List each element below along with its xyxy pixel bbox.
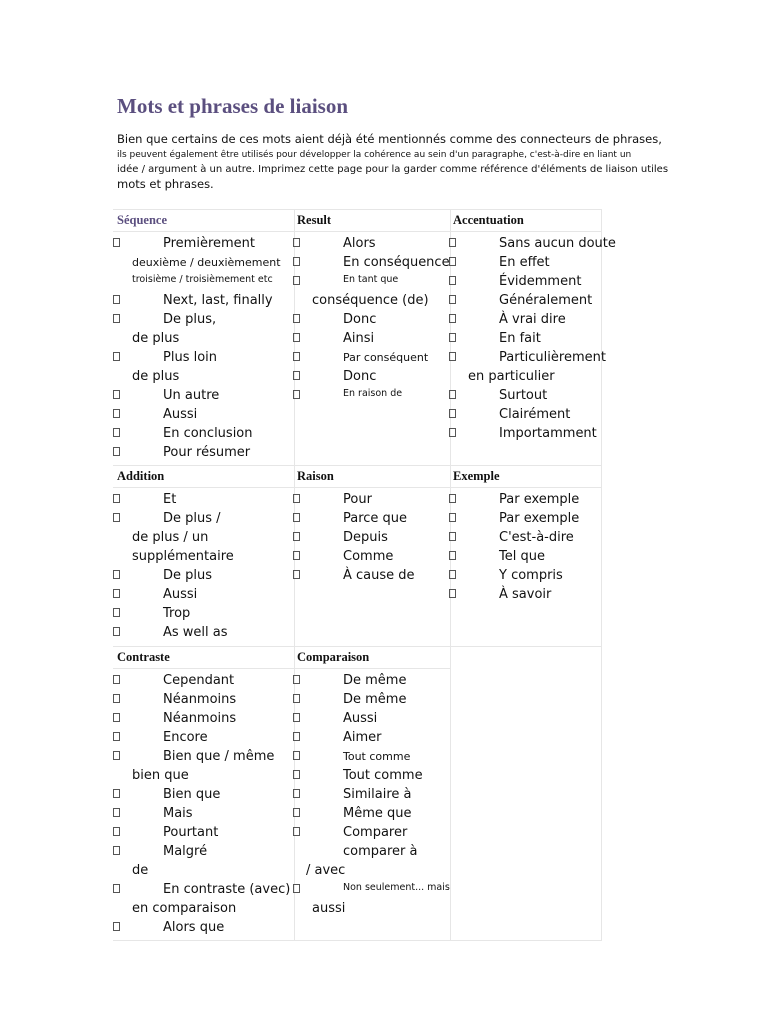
list-item xyxy=(449,272,601,291)
section-heading: Raison xyxy=(297,469,334,483)
list-item xyxy=(113,509,294,528)
list-item xyxy=(113,842,294,861)
list-item xyxy=(113,861,294,880)
intro-line: idée / argument à un autre. Imprimez cette page pour la garder comme référence d'éléments de liaison utiles xyxy=(117,164,669,175)
missing-glyph-box-icon xyxy=(113,627,120,636)
list-item-text: comparer à xyxy=(343,844,418,859)
intro-line: ils peuvent également être utilisés pour développer la cohérence au sein d'un paragraphe, c'est-à-dire en liant un xyxy=(117,150,632,160)
list-item xyxy=(293,291,450,310)
list-item-text: Bien que / même xyxy=(163,749,275,764)
missing-glyph-box-icon xyxy=(293,390,300,399)
list-item xyxy=(449,490,601,509)
list-item-text: en comparaison xyxy=(132,901,237,916)
list-item xyxy=(113,329,294,348)
missing-glyph-box-icon xyxy=(449,409,456,418)
list-item xyxy=(293,367,450,386)
list-item-text: conséquence (de) xyxy=(312,293,429,308)
missing-glyph-box-icon xyxy=(113,352,120,361)
missing-glyph-box-icon xyxy=(113,238,120,247)
list-item-text: De plus / xyxy=(163,511,221,526)
list-item xyxy=(449,405,601,424)
list-item-text: Non seulement... mais xyxy=(343,882,450,893)
missing-glyph-box-icon xyxy=(293,257,300,266)
list-item xyxy=(113,918,294,937)
missing-glyph-box-icon xyxy=(113,314,120,323)
list-item xyxy=(293,528,450,547)
missing-glyph-box-icon xyxy=(113,732,120,741)
missing-glyph-box-icon xyxy=(113,922,120,931)
section-raison xyxy=(293,465,450,646)
missing-glyph-box-icon xyxy=(293,694,300,703)
list-item xyxy=(113,405,294,424)
list-item xyxy=(449,253,601,272)
missing-glyph-box-icon xyxy=(113,390,120,399)
list-item xyxy=(113,253,294,272)
missing-glyph-box-icon xyxy=(449,314,456,323)
list-item-text: Évidemment xyxy=(499,274,582,289)
section-heading: Accentuation xyxy=(453,213,524,227)
list-item xyxy=(293,253,450,272)
missing-glyph-box-icon xyxy=(113,751,120,760)
list-item xyxy=(113,585,294,604)
list-item xyxy=(113,623,294,642)
list-item-text: Donc xyxy=(343,369,377,384)
section-heading: Addition xyxy=(117,469,165,483)
list-item xyxy=(449,329,601,348)
list-item xyxy=(293,785,450,804)
list-item-text: bien que xyxy=(132,768,189,783)
missing-glyph-box-icon xyxy=(293,770,300,779)
missing-glyph-box-icon xyxy=(113,694,120,703)
list-item-text: Surtout xyxy=(499,388,548,403)
list-item xyxy=(113,566,294,585)
list-item-text: En conclusion xyxy=(163,426,253,441)
list-item xyxy=(449,348,606,367)
list-item xyxy=(293,690,450,709)
list-item xyxy=(113,348,294,367)
list-item xyxy=(449,509,601,528)
list-item xyxy=(113,785,294,804)
list-item xyxy=(113,272,294,291)
list-item-text: En tant que xyxy=(343,274,399,285)
list-item xyxy=(113,823,294,842)
list-item-text: En contraste (avec) xyxy=(163,882,291,897)
list-item-text: Pour xyxy=(343,492,372,507)
list-item-text: Premièrement xyxy=(163,236,255,251)
list-item-text: Ainsi xyxy=(343,331,375,346)
missing-glyph-box-icon xyxy=(293,808,300,817)
section-list xyxy=(293,671,450,918)
missing-glyph-box-icon xyxy=(449,238,456,247)
list-item-text: Mais xyxy=(163,806,193,821)
list-item-text: En conséquence xyxy=(343,255,450,270)
missing-glyph-box-icon xyxy=(449,551,456,560)
list-item-text: / avec xyxy=(306,863,346,878)
missing-glyph-box-icon xyxy=(449,494,456,503)
section-list xyxy=(449,490,601,604)
missing-glyph-box-icon xyxy=(449,589,456,598)
list-item xyxy=(113,443,294,462)
missing-glyph-box-icon xyxy=(293,884,300,893)
list-item xyxy=(113,899,294,918)
list-item xyxy=(449,367,601,386)
section-list xyxy=(113,490,294,642)
section-contraste xyxy=(113,646,294,940)
list-item-text: Tel que xyxy=(499,549,545,564)
missing-glyph-box-icon xyxy=(293,713,300,722)
list-item xyxy=(293,899,450,918)
list-item xyxy=(113,880,294,899)
list-item-text: De plus, xyxy=(163,312,217,327)
list-item-text: Par conséquent xyxy=(343,351,429,364)
missing-glyph-box-icon xyxy=(113,713,120,722)
list-item-text: À vrai dire xyxy=(499,312,566,327)
missing-glyph-box-icon xyxy=(293,371,300,380)
list-item-text: Aussi xyxy=(163,407,198,422)
missing-glyph-box-icon xyxy=(293,751,300,760)
list-item xyxy=(293,509,450,528)
section-sequence xyxy=(113,209,294,465)
section-addition xyxy=(113,465,294,646)
list-item-text: En raison de xyxy=(343,388,403,399)
list-item xyxy=(113,490,294,509)
list-item xyxy=(449,547,601,566)
list-item-text: À savoir xyxy=(499,587,552,602)
list-item-text: Particulièrement xyxy=(499,350,606,365)
list-item xyxy=(293,842,450,861)
missing-glyph-box-icon xyxy=(113,513,120,522)
missing-glyph-box-icon xyxy=(293,789,300,798)
section-heading: Contraste xyxy=(117,650,170,664)
section-result xyxy=(293,209,450,465)
missing-glyph-box-icon xyxy=(293,570,300,579)
list-item-text: Un autre xyxy=(163,388,220,403)
missing-glyph-box-icon xyxy=(293,827,300,836)
missing-glyph-box-icon xyxy=(293,532,300,541)
list-item xyxy=(293,747,450,766)
list-item xyxy=(293,766,450,785)
list-item xyxy=(293,234,450,253)
list-item xyxy=(293,329,450,348)
list-item-text: De même xyxy=(343,673,407,688)
missing-glyph-box-icon xyxy=(113,808,120,817)
list-item-text: Clairément xyxy=(499,407,571,422)
list-item xyxy=(293,386,450,405)
list-item-text: Même que xyxy=(343,806,412,821)
list-item-text: Cependant xyxy=(163,673,235,688)
section-heading: Result xyxy=(297,213,332,227)
section-list xyxy=(293,234,450,405)
list-item-text: Donc xyxy=(343,312,377,327)
list-item xyxy=(113,547,294,566)
missing-glyph-box-icon xyxy=(293,314,300,323)
list-item xyxy=(293,861,450,880)
row-divider xyxy=(113,940,602,941)
page-title: Mots et phrases de liaison xyxy=(117,94,348,118)
missing-glyph-box-icon xyxy=(449,257,456,266)
missing-glyph-box-icon xyxy=(449,390,456,399)
list-item xyxy=(293,880,450,899)
list-item-text: De même xyxy=(343,692,407,707)
list-item-text: Pour résumer xyxy=(163,445,251,460)
missing-glyph-box-icon xyxy=(113,447,120,456)
list-item-text: Bien que xyxy=(163,787,221,802)
missing-glyph-box-icon xyxy=(293,238,300,247)
intro-line: mots et phrases. xyxy=(117,177,214,191)
list-item xyxy=(449,386,601,405)
section-heading: Comparaison xyxy=(297,650,370,664)
list-item xyxy=(113,747,294,766)
list-item-text: À cause de xyxy=(343,568,415,583)
list-item-text: Sans aucun doute xyxy=(499,236,616,251)
list-item xyxy=(449,566,601,585)
missing-glyph-box-icon xyxy=(113,884,120,893)
list-item-text: Tout comme xyxy=(343,768,423,783)
missing-glyph-box-icon xyxy=(113,789,120,798)
missing-glyph-box-icon xyxy=(113,589,120,598)
list-item-text: aussi xyxy=(312,901,346,916)
missing-glyph-box-icon xyxy=(449,352,456,361)
list-item-text: Par exemple xyxy=(499,492,580,507)
missing-glyph-box-icon xyxy=(449,428,456,437)
missing-glyph-box-icon xyxy=(449,333,456,342)
missing-glyph-box-icon xyxy=(113,846,120,855)
list-item xyxy=(113,766,294,785)
list-item xyxy=(293,709,450,728)
missing-glyph-box-icon xyxy=(293,551,300,560)
missing-glyph-box-icon xyxy=(113,494,120,503)
missing-glyph-box-icon xyxy=(113,428,120,437)
section-list xyxy=(113,234,294,462)
list-item-text: Et xyxy=(163,492,177,507)
missing-glyph-box-icon xyxy=(293,352,300,361)
list-item xyxy=(113,690,294,709)
intro-line: Bien que certains de ces mots aient déjà été mentionnés comme des connecteurs de phrases, xyxy=(117,132,662,146)
list-item xyxy=(293,566,450,585)
missing-glyph-box-icon xyxy=(293,513,300,522)
list-item xyxy=(113,728,294,747)
list-item-text: Y compris xyxy=(499,568,563,583)
list-item xyxy=(113,386,294,405)
missing-glyph-box-icon xyxy=(113,409,120,418)
list-item-text: Aimer xyxy=(343,730,382,745)
list-item-text: de plus xyxy=(132,369,180,384)
list-item-text: Alors que xyxy=(163,920,225,935)
list-item xyxy=(293,348,450,367)
list-item-text: deuxième / deuxièmement xyxy=(132,256,281,269)
list-item-text: Trop xyxy=(163,606,191,621)
list-item-text: C'est-à-dire xyxy=(499,530,574,545)
list-item xyxy=(449,234,616,253)
missing-glyph-box-icon xyxy=(293,333,300,342)
missing-glyph-box-icon xyxy=(113,570,120,579)
list-item-text: Malgré xyxy=(163,844,208,859)
list-item xyxy=(449,528,601,547)
list-item xyxy=(293,671,450,690)
list-item xyxy=(113,234,294,253)
list-item xyxy=(449,424,601,443)
list-item xyxy=(113,528,294,547)
list-item-text: Next, last, finally xyxy=(163,293,273,308)
list-item-text: Importamment xyxy=(499,426,597,441)
list-item-text: Néanmoins xyxy=(163,692,237,707)
list-item xyxy=(113,291,294,310)
list-item-text: Tout comme xyxy=(343,750,411,763)
list-item xyxy=(449,291,601,310)
missing-glyph-box-icon xyxy=(293,675,300,684)
column-divider xyxy=(601,209,602,941)
list-item xyxy=(113,424,294,443)
missing-glyph-box-icon xyxy=(293,732,300,741)
list-item xyxy=(113,604,294,623)
list-item xyxy=(113,709,294,728)
list-item xyxy=(293,310,450,329)
list-item-text: Pourtant xyxy=(163,825,219,840)
section-list xyxy=(449,234,616,443)
list-item-text: En effet xyxy=(499,255,550,270)
list-item-text: de plus / un xyxy=(132,530,209,545)
section-list xyxy=(293,490,450,585)
section-exemple xyxy=(449,465,601,646)
list-item-text: Plus loin xyxy=(163,350,218,365)
missing-glyph-box-icon xyxy=(113,608,120,617)
list-item xyxy=(293,272,450,291)
list-item-text: Depuis xyxy=(343,530,388,545)
list-item xyxy=(113,367,294,386)
section-accentuation xyxy=(449,209,616,465)
list-item-text: Aussi xyxy=(163,587,198,602)
section-heading: Exemple xyxy=(453,469,500,483)
list-item xyxy=(293,804,450,823)
list-item-text: Comme xyxy=(343,549,394,564)
list-item-text: de plus xyxy=(132,331,180,346)
missing-glyph-box-icon xyxy=(113,295,120,304)
section-heading: Séquence xyxy=(117,213,167,227)
missing-glyph-box-icon xyxy=(449,513,456,522)
missing-glyph-box-icon xyxy=(293,276,300,285)
list-item-text: Aussi xyxy=(343,711,378,726)
linking-words-table xyxy=(113,209,616,941)
missing-glyph-box-icon xyxy=(113,675,120,684)
missing-glyph-box-icon xyxy=(449,570,456,579)
list-item xyxy=(449,585,601,604)
list-item-text: Comparer xyxy=(343,825,408,840)
list-item-text: Par exemple xyxy=(499,511,580,526)
missing-glyph-box-icon xyxy=(449,295,456,304)
list-item-text: Similaire à xyxy=(343,787,412,802)
section-list xyxy=(113,671,294,937)
list-item xyxy=(293,728,450,747)
list-item-text: Parce que xyxy=(343,511,408,526)
missing-glyph-box-icon xyxy=(449,276,456,285)
list-item xyxy=(293,823,450,842)
list-item-text: Néanmoins xyxy=(163,711,237,726)
list-item-text: De plus xyxy=(163,568,213,583)
missing-glyph-box-icon xyxy=(293,494,300,503)
list-item xyxy=(113,804,294,823)
missing-glyph-box-icon xyxy=(449,532,456,541)
list-item xyxy=(113,310,294,329)
list-item xyxy=(113,671,294,690)
list-item-text: en particulier xyxy=(468,369,555,384)
list-item xyxy=(293,547,450,566)
list-item-text: Généralement xyxy=(499,293,593,308)
list-item xyxy=(293,490,450,509)
section-comparaison xyxy=(293,646,450,940)
list-item-text: En fait xyxy=(499,331,541,346)
list-item-text: As well as xyxy=(163,625,228,640)
list-item xyxy=(449,310,601,329)
list-item-text: Encore xyxy=(163,730,208,745)
list-item-text: supplémentaire xyxy=(132,549,234,564)
list-item-text: Alors xyxy=(343,236,376,251)
missing-glyph-box-icon xyxy=(113,827,120,836)
list-item-text: troisième / troisièmement etc xyxy=(132,274,273,285)
list-item-text: de xyxy=(132,863,149,878)
